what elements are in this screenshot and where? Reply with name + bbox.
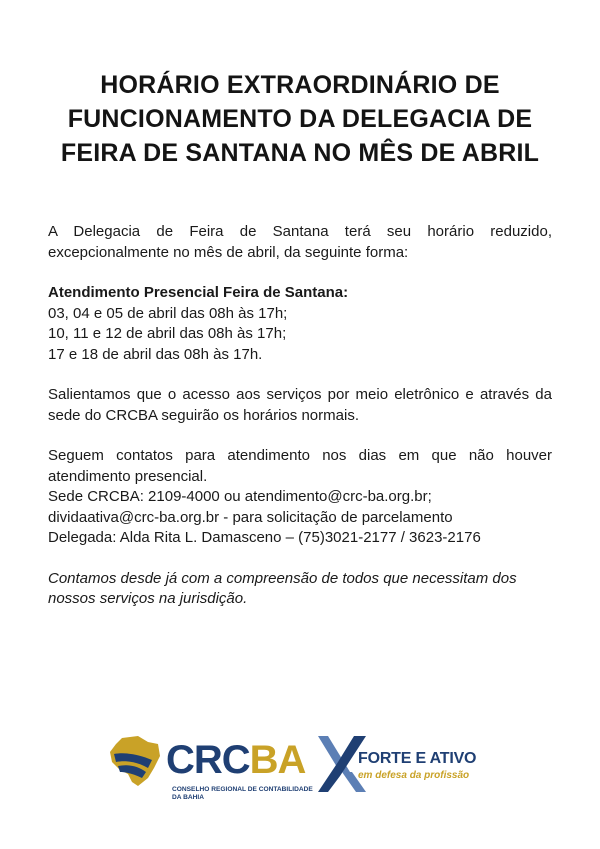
closing-paragraph: Contamos desde já com a compreensão de todos que necessitam dos nossos serviços na jurisdição. bbox=[48, 569, 517, 607]
schedule-heading: Atendimento Presencial Feira de Santana: bbox=[48, 284, 349, 301]
contacts-intro: Seguem contatos para atendimento nos dias em que não houver atendimento presencial. bbox=[48, 447, 552, 485]
crcba-subtitle bbox=[172, 786, 322, 802]
schedule-item: 03, 04 e 05 de abril das 08h às 17h; bbox=[48, 304, 288, 322]
campaign-title: FORTE E ATIVO bbox=[358, 750, 477, 767]
intro-paragraph: A Delegacia de Feira de Santana terá seu horário reduzido, excepcionalmente no mês de abril, da seguinte forma: bbox=[48, 223, 552, 261]
schedule-item: 17 e 18 de abril das 08h às 17h. bbox=[48, 345, 263, 363]
notice-paragraph: Salientamos que o acesso aos serviços por meio eletrônico e através da sede do CRCBA seguirão os horários normais. bbox=[48, 386, 552, 424]
title-line-3: FEIRA DE SANTANA NO MÊS DE ABRIL bbox=[60, 139, 540, 167]
crcba-subtitle-line-1: CONSELHO REGIONAL DE CONTABILIDADE bbox=[172, 786, 313, 793]
page-title bbox=[40, 68, 560, 170]
contact-line: dividaativa@crc-ba.org.br - para solicitação de parcelamento bbox=[48, 508, 453, 526]
document-body bbox=[48, 222, 552, 610]
crcba-wordmark bbox=[166, 738, 305, 782]
title-line-1: HORÁRIO EXTRAORDINÁRIO DE bbox=[100, 71, 500, 99]
schedule-block bbox=[48, 283, 552, 365]
crc-text: CRC bbox=[166, 738, 250, 782]
ba-text: BA bbox=[249, 738, 306, 782]
crcba-subtitle-line-2: DA BAHIA bbox=[172, 794, 204, 801]
brazil-map-emblem-icon bbox=[108, 734, 162, 790]
contact-line: Delegada: Alda Rita L. Damasceno – (75)3021-2177 / 3623-2176 bbox=[48, 529, 481, 546]
footer-logos bbox=[108, 730, 498, 810]
contact-line: Sede CRCBA: 2109-4000 ou atendimento@crc-ba.org.br; bbox=[48, 488, 432, 505]
contacts-block bbox=[48, 446, 552, 549]
campaign-subtitle: em defesa da profissão bbox=[358, 770, 470, 781]
title-line-2: FUNCIONAMENTO DA DELEGACIA DE bbox=[67, 105, 533, 133]
schedule-item: 10, 11 e 12 de abril das 08h às 17h; bbox=[48, 325, 287, 342]
